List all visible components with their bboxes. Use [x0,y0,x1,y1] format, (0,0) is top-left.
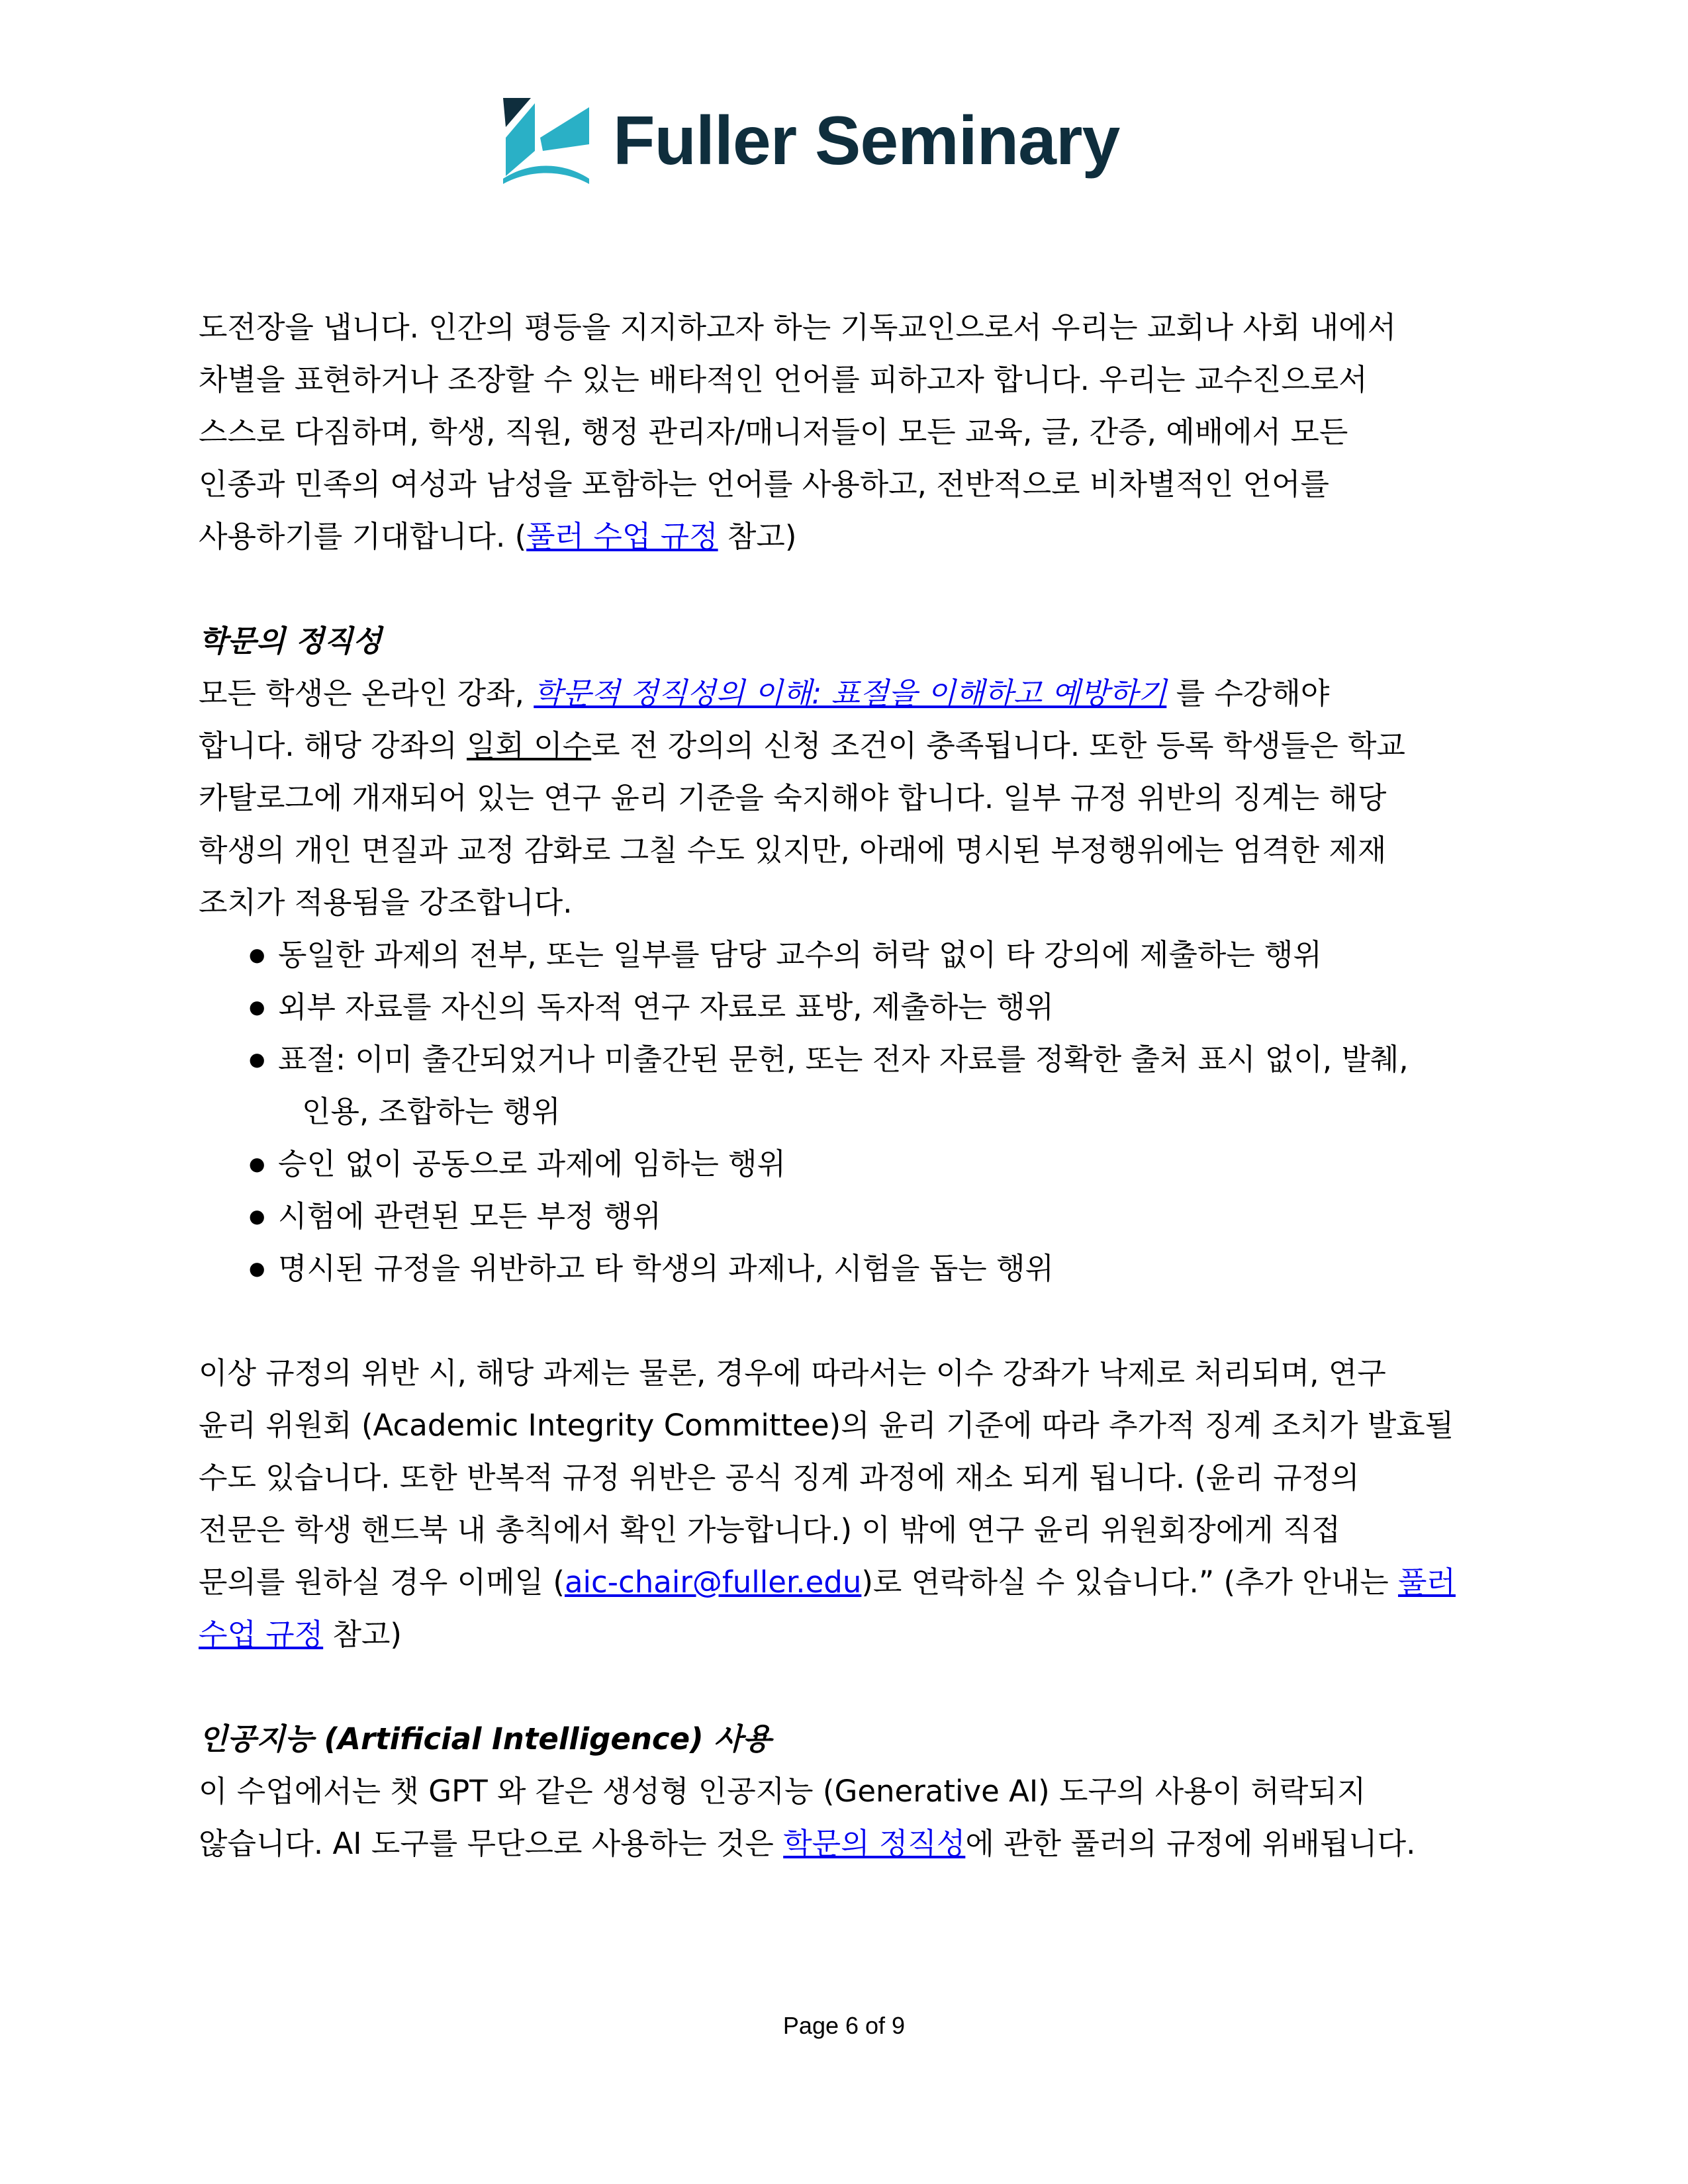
list-item-text: 인용, 조합하는 행위 [302,1094,561,1129]
intro-line: 차별을 표현하거나 조장할 수 있는 배타적인 언어를 피하고자 합니다. 우리는 교수진으로서 [199,362,1368,397]
list-item-text: 시험에 관련된 모든 부정 행위 [278,1199,661,1234]
intro-text: 사용하기를 기대합니다. ( [199,519,527,554]
ai-line: 이 수업에서는 챗 GPT 와 같은 생성형 인공지능 (Generative AI) 도구의 사용이 허락되지 [199,1774,1366,1809]
integrity-line: 카탈로그에 개재되어 있는 연구 윤리 기준을 숙지해야 합니다. 일부 규정 위반의 징계는 해당 [199,780,1387,815]
contact-line [199,1556,1489,1608]
list-item [199,1242,1489,1295]
integrity-text: 를 수강해야 [1166,676,1330,711]
violation-list [199,929,1489,1295]
integrity-line: 학생의 개인 면질과 교정 감화로 그칠 수도 있지만, 아래에 명시된 부정행위에는 엄격한 제재 [199,833,1387,868]
logo-text: Fuller Seminary [613,103,1120,179]
ai-text: 않습니다. AI 도구를 무단으로 사용하는 것은 [199,1826,784,1861]
page-content [199,301,1489,1870]
fuller-policy-link[interactable]: 풀러 수업 규정 [526,519,718,554]
intro-line: 스스로 다짐하며, 학생, 직원, 행정 관리자/매니저들이 모든 교육, 글, 간증, 예배에서 모든 [199,414,1348,449]
list-item-text: ● 표절: 이미 출간되었거나 미출간된 문헌, 또는 전자 자료를 정확한 출처 표시 없이, 발췌, [278,1042,1409,1077]
contact-text: )로 연락하실 수 있습니다.” (추가 안내는 [861,1565,1398,1600]
ai-heading: 인공지능 (Artificial Intelligence) 사용 [199,1721,772,1756]
integrity-text: 모든 학생은 온라인 강좌, [199,676,534,711]
integrity-line [199,719,1489,772]
list-item-text: 명시된 규정을 위반하고 타 학생의 과제나, 시험을 돕는 행위 [278,1251,1055,1286]
list-item-text: 동일한 과제의 전부, 또는 일부를 담당 교수의 허락 없이 타 강의에 제출하는 행위 [278,937,1322,972]
ai-line [199,1817,1489,1870]
consequence-line: 수도 있습니다. 또한 반복적 규정 위반은 공식 징계 과정에 재소 되게 됩니다. (윤리 규정의 [199,1460,1360,1495]
list-item [199,981,1489,1033]
book-logo-icon [503,98,589,184]
list-item [199,1190,1489,1242]
integrity-heading: 학문의 정직성 [199,623,382,659]
intro-line: 인종과 민족의 여성과 남성을 포함하는 언어를 사용하고, 전반적으로 비차별적인 언어를 [199,467,1329,502]
list-item [199,929,1489,981]
email-link[interactable]: aic-chair@fuller.edu [564,1565,862,1600]
intro-text: 참고) [718,519,797,554]
page-number: Page 6 of 9 [782,2012,906,2039]
contact-text: 문의를 원하실 경우 이메일 ( [199,1565,565,1600]
integrity-text: 로 전 강의의 신청 조건이 충족됩니다. 또한 등록 학생들은 학교 [591,728,1405,763]
contact-line [199,1608,1489,1661]
contact-text: 참고) [323,1617,402,1652]
consequence-line: 윤리 위원회 (Academic Integrity Committee)의 윤리 기준에 따라 추가적 징계 조치가 발효될 [199,1408,1454,1443]
consequence-line: 이상 규정의 위반 시, 해당 과제는 물론, 경우에 따라서는 이수 강좌가 낙제로 처리되며, 연구 [199,1355,1386,1390]
one-time-underline: 일회 이수 [466,728,592,763]
list-item [199,1138,1489,1190]
consequence-line: 전문은 학생 핸드북 내 총칙에서 확인 가능합니다.) 이 밖에 연구 윤리 위원회장에게 직접 [199,1512,1340,1547]
fuller-logo [503,98,1119,184]
list-item-text: 외부 자료를 자신의 독자적 연구 자료로 표방, 제출하는 행위 [278,989,1055,1024]
fuller-policy-link[interactable]: 풀러 [1397,1565,1456,1600]
intro-line: 도전장을 냅니다. 인간의 평등을 지지하고자 하는 기독교인으로서 우리는 교회나 사회 내에서 [199,310,1397,345]
list-item-text: 승인 없이 공동으로 과제에 임하는 행위 [278,1146,786,1181]
ai-text: 에 관한 풀러의 규정에 위배됩니다. [965,1826,1416,1861]
integrity-course-link[interactable]: 학문적 정직성의 이해: 표절을 이해하고 예방하기 [534,676,1167,711]
academic-integrity-link[interactable]: 학문의 정직성 [783,1826,966,1861]
integrity-text: 합니다. 해당 강좌의 [199,728,467,763]
integrity-line [199,667,1489,719]
integrity-line: 조치가 적용됨을 강조합니다. [199,885,573,920]
fuller-policy-link[interactable]: 수업 규정 [199,1617,324,1652]
intro-last-line [199,510,1489,563]
list-item [199,1033,1489,1138]
